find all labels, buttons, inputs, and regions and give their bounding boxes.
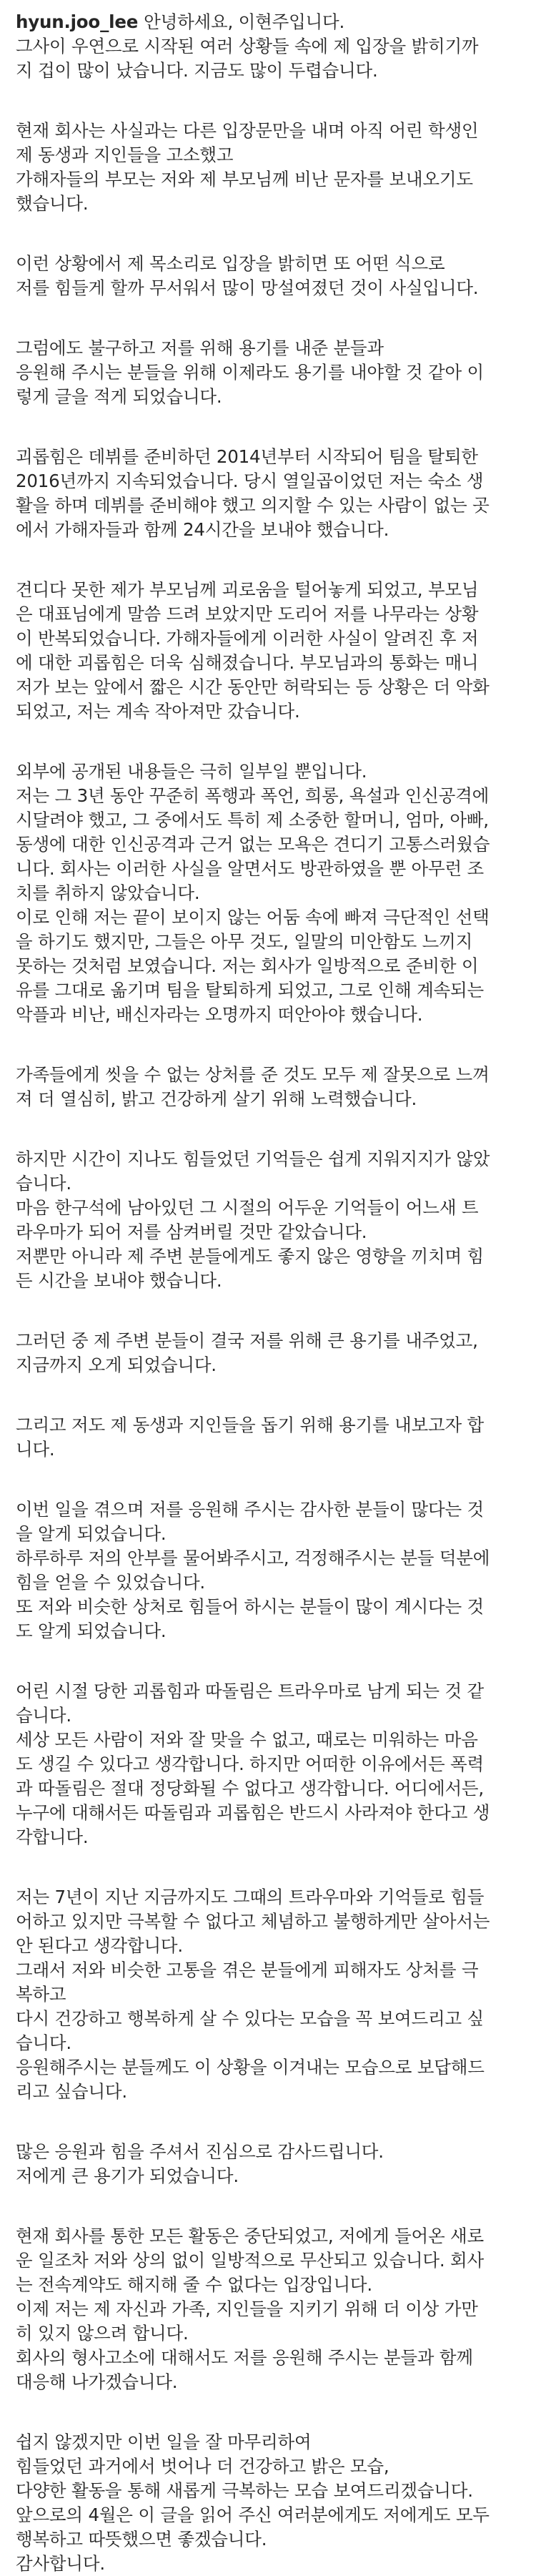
- caption-line: [16, 857, 520, 881]
- caption-line: [16, 2321, 520, 2346]
- caption-text: 외부에 공개된 내용들은 극히 일부일 뿐입니다.: [16, 761, 367, 782]
- caption-text: 든 시간을 보내야 했습니다.: [16, 1270, 222, 1291]
- caption-text: 히 있지 않으려 합니다.: [16, 2323, 189, 2344]
- caption-text: 동생에 대한 인신공격과 근거 없는 모욕은 견디기 고통스러웠습: [16, 834, 490, 855]
- caption-paragraph: [16, 2140, 520, 2188]
- caption-line: [16, 1196, 520, 1220]
- caption-text: 마음 한구석에 남아있던 그 시절의 어두운 기억들이 어느새 트: [16, 1197, 479, 1218]
- caption-line: [16, 518, 520, 542]
- caption-line: [16, 2479, 520, 2503]
- caption-text: 제 동생과 지인들을 고소했고: [16, 144, 234, 165]
- caption-text: 니다.: [16, 1439, 55, 1460]
- caption-text: 되었고, 저는 계속 작아져만 갔습니다.: [16, 701, 300, 722]
- caption-text: 못하는 것처럼 보였습니다. 저는 회사가 일방적으로 준비한 이: [16, 955, 479, 976]
- caption-line: [16, 1329, 520, 1353]
- caption-line: [16, 1546, 520, 1570]
- caption-line: [16, 2224, 520, 2248]
- caption-line: [16, 2055, 520, 2080]
- caption-line: [16, 1244, 520, 1269]
- caption-line: [16, 2430, 520, 2454]
- caption-line: [16, 1003, 520, 1027]
- caption-paragraph: [16, 1413, 520, 1462]
- caption-line: [16, 1752, 520, 1776]
- caption-line: [16, 2273, 520, 2297]
- caption-text: 그리고 저도 제 동생과 지인들을 돕기 위해 용기를 내보고자 합: [16, 1415, 484, 1435]
- caption-text: 힘을 얻을 수 있었습니다.: [16, 1572, 206, 1593]
- caption-paragraph: [16, 2430, 520, 2576]
- caption-paragraph: [16, 1063, 520, 1111]
- caption-paragraph: [16, 1329, 520, 1377]
- caption-line: [16, 276, 520, 300]
- caption-text: 어하고 있지만 극복할 수 없다고 체념하고 불행하게만 살아서는: [16, 1911, 490, 1932]
- caption-text: 복하고: [16, 1984, 66, 2005]
- caption-line: [16, 1570, 520, 1595]
- caption-text: 가족들에게 씻을 수 없는 상처를 준 것도 모두 제 잘못으로 느껴: [16, 1064, 490, 1085]
- caption-line: [16, 1595, 520, 1619]
- caption-text: 이로 인해 저는 끝이 보이지 않는 어둠 속에 빠져 극단적인 선택: [16, 907, 490, 928]
- caption-line: [16, 336, 520, 360]
- caption-text: 저가 보는 앞에서 짧은 시간 동안만 허락되는 등 상황은 더 악화: [16, 677, 490, 697]
- caption-text: 각합니다.: [16, 1827, 89, 1847]
- caption-paragraph: [16, 1679, 520, 1849]
- caption-line: [16, 469, 520, 493]
- caption-line: [16, 2503, 520, 2527]
- caption-line: [16, 252, 520, 276]
- caption-line: [16, 360, 520, 385]
- caption-line: [16, 1679, 520, 1704]
- caption-text: 에 대한 괴롭힘은 더욱 심해졌습니다. 부모님과의 통화는 매니: [16, 652, 479, 673]
- caption-text: 세상 모든 사람이 저와 잘 맞을 수 없고, 때로는 미워하는 마음: [16, 1729, 478, 1750]
- caption-line: [16, 2164, 520, 2188]
- caption-line: [16, 930, 520, 954]
- caption-line: [16, 759, 520, 784]
- caption-text: 응원해 주시는 분들을 위해 이제라도 용기를 내야할 것 같아 이: [16, 362, 484, 383]
- caption-paragraph: [16, 445, 520, 542]
- caption-line: [16, 1982, 520, 2007]
- username-link[interactable]: hyun.joo_lee: [16, 11, 139, 32]
- caption-text: 괴롭힘은 데뷔를 준비하던 2014년부터 시작되어 팀을 탈퇴한: [16, 446, 478, 467]
- caption-text: 다시 건강하고 행복하게 살 수 있다는 모습을 꼭 보여드리고 싶: [16, 2008, 484, 2029]
- caption-line: [16, 1885, 520, 1909]
- caption-line: [16, 808, 520, 832]
- caption-text: 누구에 대해서든 따돌림과 괴롭힘은 반드시 사라져야 한다고 생: [16, 1802, 490, 1823]
- caption-line: [16, 2031, 520, 2055]
- caption-text: 그럼에도 불구하고 저를 위해 용기를 내준 분들과: [16, 338, 384, 358]
- caption-text: 이 반복되었습니다. 가해자들에게 이러한 사실이 알려진 후 저: [16, 628, 479, 649]
- caption-line: [16, 1437, 520, 1462]
- caption-line: [16, 167, 520, 192]
- caption-text: 니다. 회사는 이러한 사실을 알면서도 방관하였을 뿐 아무런 조: [16, 858, 484, 879]
- caption-line: [16, 1413, 520, 1437]
- caption-line: [16, 675, 520, 699]
- caption-paragraph: [16, 578, 520, 724]
- caption-line: [16, 2370, 520, 2394]
- caption-text: 을 하기도 했지만, 그들은 아무 것도, 일말의 미안함도 느끼지: [16, 931, 473, 952]
- caption-line: [16, 10, 520, 34]
- caption-line: [16, 1825, 520, 1849]
- caption-text: 2016년까지 지속되었습니다. 당시 열일곱이었던 저는 숙소 생: [16, 471, 484, 491]
- caption-line: [16, 699, 520, 724]
- caption-text: 어린 시절 당한 괴롭힘과 따돌림은 트라우마로 남게 되는 것 같: [16, 1681, 484, 1701]
- caption-text: 그러던 중 제 주변 분들이 결국 저를 위해 큰 용기를 내주었고,: [16, 1330, 478, 1351]
- caption-text: 은 대표님에게 말씀 드려 보았지만 도리어 저를 나무라는 상황: [16, 604, 479, 624]
- caption-line: [16, 1958, 520, 1982]
- caption-line: [16, 1619, 520, 1643]
- caption-text: 하루하루 저의 안부를 물어봐주시고, 걱정해주시는 분들 덕분에: [16, 1548, 490, 1568]
- caption-text: 저는 7년이 지난 지금까지도 그때의 트라우마와 기억들로 힘들: [16, 1887, 485, 1907]
- caption-text: 시달려야 했고, 그 중에서도 특히 제 소중한 할머니, 엄마, 아빠,: [16, 810, 489, 830]
- caption-text: 는 전속계약도 해지해 줄 수 없다는 입장입니다.: [16, 2274, 372, 2295]
- caption-line: [16, 1220, 520, 1244]
- caption-line: [16, 1801, 520, 1825]
- caption-paragraph: [16, 1147, 520, 1293]
- caption-text: 습니다.: [16, 2032, 71, 2053]
- caption-text: 현재 회사는 사실과는 다른 입장문만을 내며 아직 어린 학생인: [16, 120, 479, 141]
- caption-text: 앞으로의 4월은 이 글을 읽어 주신 여러분에게도 저에게도 모두: [16, 2504, 490, 2525]
- caption-text: 지금까지 오게 되었습니다.: [16, 1355, 217, 1375]
- caption-text: 도 알게 되었습니다.: [16, 1621, 167, 1641]
- caption-text: 가해자들의 부모는 저와 제 부모님께 비난 문자를 보내오기도: [16, 169, 473, 190]
- caption-text: 활을 하며 데뷔를 준비해야 했고 의지할 수 있는 사람이 없는 곳: [16, 495, 490, 516]
- caption-text: 저를 힘들게 할까 무서워서 많이 망설여졌던 것이 사실입니다.: [16, 277, 479, 298]
- caption-text: 안녕하세요, 이현주입니다.: [144, 11, 345, 32]
- caption-text: 렇게 글을 적게 되었습니다.: [16, 386, 222, 407]
- caption-text: 행복하고 따뜻했으면 좋겠습니다.: [16, 2529, 267, 2550]
- caption-text: 안 된다고 생각합니다.: [16, 1935, 183, 1956]
- caption-line: [16, 1353, 520, 1377]
- caption-line: [16, 1147, 520, 1171]
- caption-line: [16, 385, 520, 409]
- caption-text: 저에게 큰 용기가 되었습니다.: [16, 2165, 239, 2186]
- caption-line: [16, 832, 520, 857]
- caption-line: [16, 119, 520, 143]
- caption-line: [16, 626, 520, 651]
- caption-line: [16, 2552, 520, 2576]
- caption-paragraph: [16, 252, 520, 300]
- caption-text: 저뿐만 아니라 제 주변 분들에게도 좋지 않은 영향을 끼치며 힘: [16, 1246, 484, 1267]
- caption-text: 유를 그대로 옮기며 팀을 탈퇴하게 되었고, 그로 인해 계속되는: [16, 980, 484, 1001]
- caption-line: [16, 34, 520, 59]
- caption-line: [16, 1171, 520, 1196]
- caption-line: [16, 1909, 520, 1934]
- caption-line: [16, 1704, 520, 1728]
- caption-text: 리고 싶습니다.: [16, 2081, 127, 2102]
- caption-text: 그래서 저와 비슷한 고통을 겪은 분들에게 피해자도 상처를 극: [16, 1960, 479, 1980]
- caption-line: [16, 1522, 520, 1546]
- caption-text: 현재 회사를 통한 모든 활동은 중단되었고, 저에게 들어온 새로: [16, 2226, 484, 2246]
- caption-line: [16, 2527, 520, 2552]
- caption-text: 도 생길 수 있다고 생각합니다. 하지만 어떠한 이유에서든 폭력: [16, 1754, 484, 1774]
- caption-text: 지 겁이 많이 났습니다. 지금도 많이 두렵습니다.: [16, 60, 378, 81]
- caption-line: [16, 192, 520, 216]
- caption-text: 그사이 우연으로 시작된 여러 상황들 속에 제 입장을 밝히기까: [16, 36, 479, 56]
- caption-text: 감사합니다.: [16, 2553, 105, 2574]
- caption-line: [16, 784, 520, 808]
- caption-text: 져 더 열심히, 밝고 건강하게 살기 위해 노력했습니다.: [16, 1088, 417, 1109]
- caption-text: 악플과 비난, 배신자라는 오명까지 떠안아야 했습니다.: [16, 1004, 423, 1025]
- caption-line: [16, 1934, 520, 1958]
- caption-line: [16, 881, 520, 905]
- caption-text: 을 알게 되었습니다.: [16, 1523, 167, 1544]
- caption-line: [16, 954, 520, 978]
- caption-line: [16, 2346, 520, 2370]
- caption-paragraph: [16, 10, 520, 83]
- caption-line: [16, 2080, 520, 2104]
- caption-text: 응원해주시는 분들께도 이 상황을 이겨내는 모습으로 보답해드: [16, 2057, 485, 2078]
- caption-line: [16, 1269, 520, 1293]
- caption-paragraph: [16, 759, 520, 1027]
- caption-line: [16, 1063, 520, 1087]
- caption-line: [16, 578, 520, 602]
- caption-text: 또 저와 비슷한 상처로 힘들어 하시는 분들이 많이 계시다는 것: [16, 1596, 484, 1617]
- caption-paragraph: [16, 1885, 520, 2104]
- caption-text: 회사의 형사고소에 대해서도 저를 응원해 주시는 분들과 함께: [16, 2347, 473, 2368]
- caption-text: 라우마가 되어 저를 삼켜버릴 것만 같았습니다.: [16, 1221, 367, 1242]
- caption-text: 힘들었던 과거에서 벗어나 더 건강하고 밝은 모습,: [16, 2456, 389, 2477]
- caption-text: 대응해 나가겠습니다.: [16, 2371, 178, 2392]
- caption-line: [16, 1728, 520, 1752]
- caption-text: 했습니다.: [16, 193, 89, 214]
- caption-line: [16, 445, 520, 469]
- caption-text: 에서 가해자들과 함께 24시간을 보내야 했습니다.: [16, 519, 389, 540]
- caption-line: [16, 59, 520, 83]
- caption-line: [16, 2140, 520, 2164]
- caption-paragraph: [16, 336, 520, 409]
- caption-text: 이제 저는 제 자신과 가족, 지인들을 지키기 위해 더 이상 가만: [16, 2299, 478, 2319]
- caption-line: [16, 1498, 520, 1522]
- caption-line: [16, 1087, 520, 1111]
- caption-text: 치를 취하지 않았습니다.: [16, 883, 200, 903]
- caption-text: 운 일조차 저와 상의 없이 일방적으로 무산되고 있습니다. 회사: [16, 2250, 484, 2271]
- caption-paragraph: [16, 119, 520, 216]
- caption-line: [16, 602, 520, 626]
- caption-line: [16, 2007, 520, 2031]
- caption-text: 많은 응원과 힘을 주셔서 진심으로 감사드립니다.: [16, 2141, 384, 2162]
- caption-paragraph: [16, 1498, 520, 1643]
- caption-text: 하지만 시간이 지나도 힘들었던 기억들은 쉽게 지워지지가 않았: [16, 1149, 490, 1169]
- caption-text: 습니다.: [16, 1705, 71, 1726]
- caption-text: 과 따돌림은 절대 정당화될 수 없다고 생각합니다. 어디에서든,: [16, 1778, 484, 1799]
- caption-line: [16, 1776, 520, 1801]
- caption-line: [16, 978, 520, 1003]
- caption-text: 견디다 못한 제가 부모님께 괴로움을 털어놓게 되었고, 부모님: [16, 579, 479, 600]
- caption-line: [16, 2297, 520, 2321]
- caption-paragraph: [16, 2224, 520, 2394]
- caption-line: [16, 2248, 520, 2273]
- caption-text: 습니다.: [16, 1173, 71, 1194]
- caption-text: 다양한 활동을 통해 새롭게 극복하는 모습 보여드리겠습니다.: [16, 2480, 473, 2501]
- caption-line: [16, 651, 520, 675]
- caption-text: 쉽지 않겠지만 이번 일을 잘 마무리하여: [16, 2432, 312, 2452]
- caption-text: 이런 상황에서 제 목소리로 입장을 밝히면 또 어떤 식으로: [16, 253, 445, 274]
- caption-line: [16, 2454, 520, 2479]
- caption-text: 저는 그 3년 동안 꾸준히 폭행과 폭언, 희롱, 욕설과 인신공격에: [16, 785, 490, 806]
- caption-line: [16, 905, 520, 930]
- caption-text: 이번 일을 겪으며 저를 응원해 주시는 감사한 분들이 많다는 것: [16, 1499, 484, 1520]
- caption-line: [16, 493, 520, 518]
- caption-line: [16, 143, 520, 167]
